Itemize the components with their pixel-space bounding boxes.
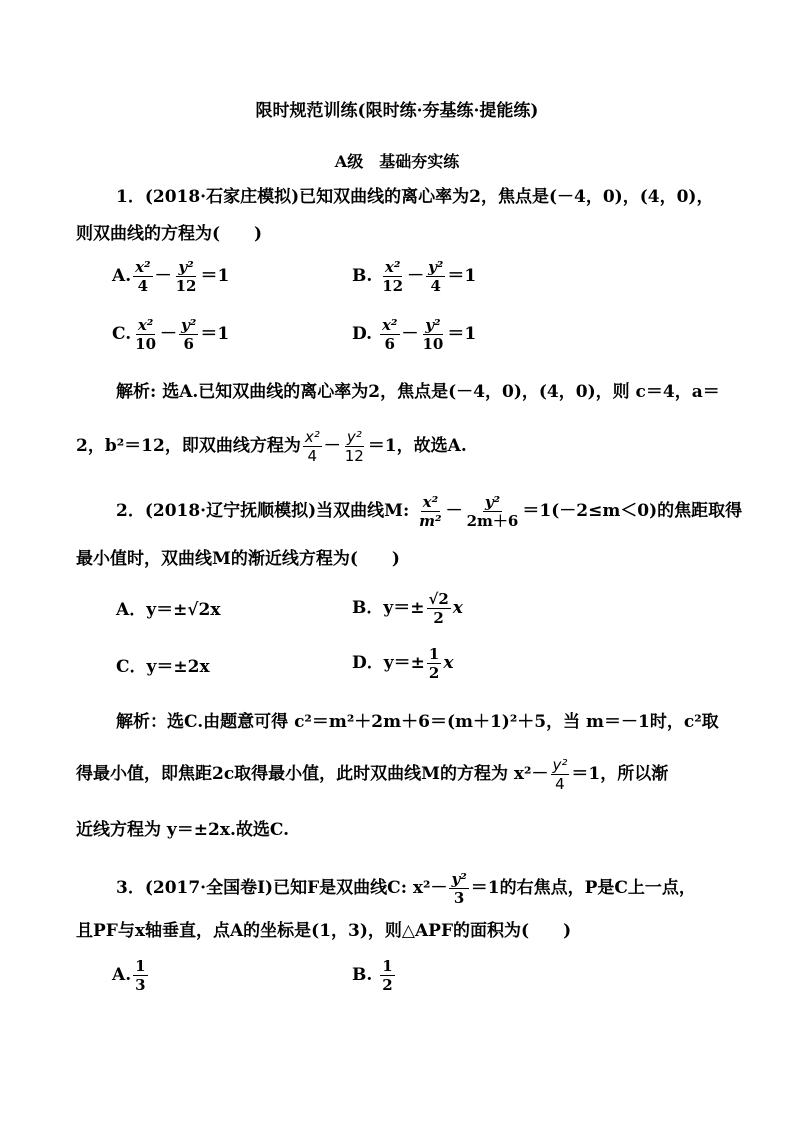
q1-option-d[interactable]: D. $\frac{\text{x²}}{6}$ － $\frac{\text{y²}}{10}$ ＝1: [352, 316, 477, 353]
q3-stem-line2: 且PF与x轴垂直，点A的坐标是(1，3)，则△APF的面积为( ): [76, 921, 572, 941]
q2-option-c[interactable]: C．y＝±2x: [116, 657, 210, 677]
q2-solution-line2: 得最小值，即焦距2c取得最小值，此时双曲线M的方程为 x²－ $\frac{\text{y²}}{4}$ ＝1，所以渐: [76, 756, 669, 793]
q3-option-b[interactable]: B. $\frac{1}{2}$: [352, 957, 393, 994]
q2-stem-line1: 2．(2018·辽宁抚顺模拟)当双曲线M: $\frac{\text{x²}}{\text{m²}}$ － $\frac{\text{y²}}{2m+6}$ ＝1(－2≤m＜0)的焦距取得: [116, 493, 743, 530]
q1-option-a[interactable]: A. $\frac{\text{x²}}{4}$ － $\frac{\text{y²}}{12}$ ＝1: [112, 258, 230, 295]
q2-solution-line3: 近线方程为 y＝±2x.故选C.: [76, 820, 290, 840]
page-title: 限时规范训练(限时练·夯基练·提能练): [255, 101, 539, 121]
q1-solution-line1: 解析: 选A.已知双曲线的离心率为2，焦点是(－4，0)，(4，0)，则 c＝4，a＝: [116, 382, 720, 402]
q1-option-b[interactable]: B. $\frac{\text{x²}}{12}$ － $\frac{\text{y²}}{4}$ ＝1: [352, 258, 477, 295]
section-heading: A级 基础夯实练: [334, 152, 460, 171]
q2-solution-line1: 解析：选C.由题意可得 c²＝m²＋2m＋6＝(m＋1)²＋5，当 m＝－1时，c²取: [116, 712, 719, 732]
q2-stem-line2: 最小值时，双曲线M的渐近线方程为( ): [76, 549, 400, 569]
q3-option-a[interactable]: A. $\frac{1}{3}$: [112, 957, 146, 994]
q2-option-a[interactable]: A．y＝±√2x: [116, 600, 221, 620]
q1-solution-line2: 2，b²＝12，即双曲线方程为 $\frac{\text{x²}}{4}$ － $\frac{\text{y²}}{12}$ ＝1，故选A.: [76, 428, 467, 465]
q1-option-c[interactable]: C. $\frac{\text{x²}}{10}$ － $\frac{\text{y²}}{6}$ ＝1: [112, 316, 230, 353]
q3-stem-line1: 3．(2017·全国卷Ⅰ)已知F是双曲线C: x²－ $\frac{\text{y²}}{3}$ ＝1的右焦点，P是C上一点，: [116, 870, 696, 907]
q1-stem-line2: 则双曲线的方程为( ): [76, 224, 263, 244]
q2-option-b[interactable]: B．y＝± $\frac{√2}{2}$ x: [352, 590, 463, 627]
q2-option-d[interactable]: D．y＝± $\frac{1}{2}$ x: [352, 645, 454, 682]
q1-stem-line1: 1．(2018·石家庄模拟)已知双曲线的离心率为2，焦点是(－4，0)，(4，0)，: [116, 187, 714, 207]
